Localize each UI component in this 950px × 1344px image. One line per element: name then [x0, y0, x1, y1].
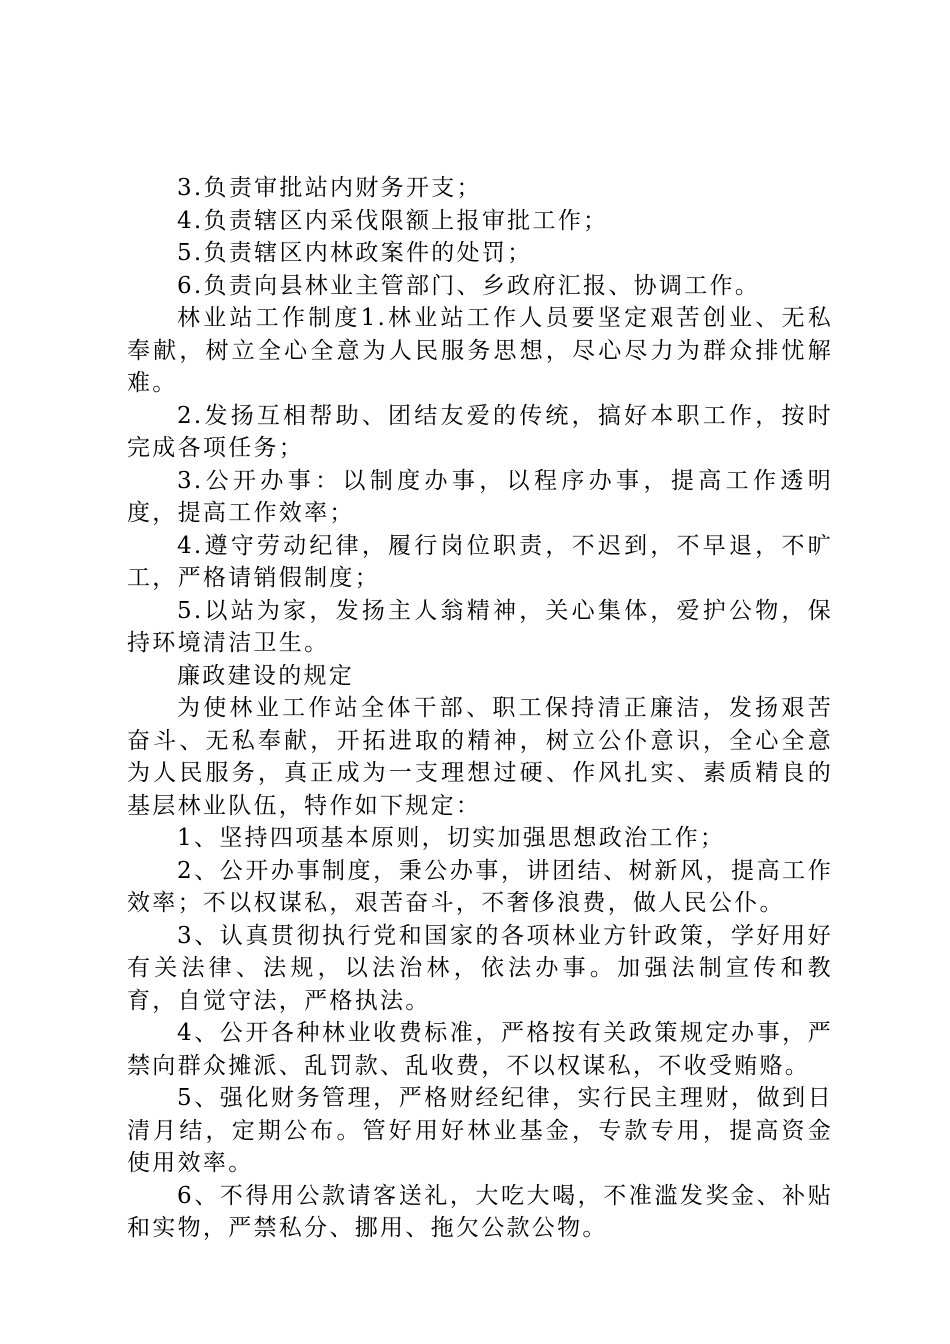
paragraph-duty-3: 3.负责审批站内财务开支； [177, 175, 482, 201]
paragraph-integrity-2: 2、公开办事制度，秉公办事，讲团结、树新风，提高工作效率；不以权谋私，艰苦奋斗，不奢侈浪费，做人民公仆。 [127, 857, 833, 916]
paragraph-work-rules-1: 林业站工作制度1.林业站工作人员要坚定艰苦创业、无私奉献，树立全心全意为人民服务思想，尽心尽力为群众排忧解难。 [127, 305, 833, 396]
document-body [127, 172, 833, 1245]
paragraph-work-rules-3: 3.公开办事：以制度办事，以程序办事，提高工作透明度，提高工作效率； [127, 467, 833, 526]
paragraph-integrity-intro: 为使林业工作站全体干部、职工保持清正廉洁，发扬艰苦奋斗、无私奉献，开拓进取的精神，树立公仆意识，全心全意为人民服务，真正成为一支理想过硬、作风扎实、素质精良的基层林业队伍，特作如下规定： [127, 695, 833, 819]
paragraph-work-rules-4: 4.遵守劳动纪律，履行岗位职责，不迟到，不早退，不旷工，严格请销假制度； [127, 532, 833, 591]
paragraph-work-rules-2: 2.发扬互相帮助、团结友爱的传统，搞好本职工作，按时完成各项任务； [127, 402, 833, 461]
paragraph-integrity-3: 3、认真贯彻执行党和国家的各项林业方针政策，学好用好有关法律、法规，以法治林，依法办事。加强法制宣传和教育，自觉守法，严格执法。 [127, 922, 833, 1014]
paragraph-integrity-1: 1、坚持四项基本原则，切实加强思想政治工作； [177, 825, 726, 851]
paragraph-duty-4: 4.负责辖区内采伐限额上报审批工作； [177, 207, 609, 234]
paragraph-duty-6: 6.负责向县林业主管部门、乡政府汇报、协调工作。 [177, 272, 761, 299]
paragraph-integrity-6: 6、不得用公款请客送礼，大吃大喝，不准滥发奖金、补贴和实物，严禁私分、挪用、拖欠公款公物。 [127, 1182, 833, 1241]
paragraph-integrity-4: 4、公开各种林业收费标准，严格按有关政策规定办事，严禁向群众摊派、乱罚款、乱收费，不以权谋私，不收受贿赂。 [127, 1020, 833, 1079]
section-heading-integrity: 廉政建设的规定 [177, 662, 355, 689]
paragraph-duty-5: 5.负责辖区内林政案件的处罚； [177, 240, 533, 266]
paragraph-work-rules-5: 5.以站为家，发扬主人翁精神，关心集体，爱护公物，保持环境清洁卫生。 [127, 597, 833, 656]
paragraph-integrity-5: 5、强化财务管理，严格财经纪律，实行民主理财，做到日清月结，定期公布。管好用好林业基金，专款专用，提高资金使用效率。 [127, 1085, 833, 1176]
